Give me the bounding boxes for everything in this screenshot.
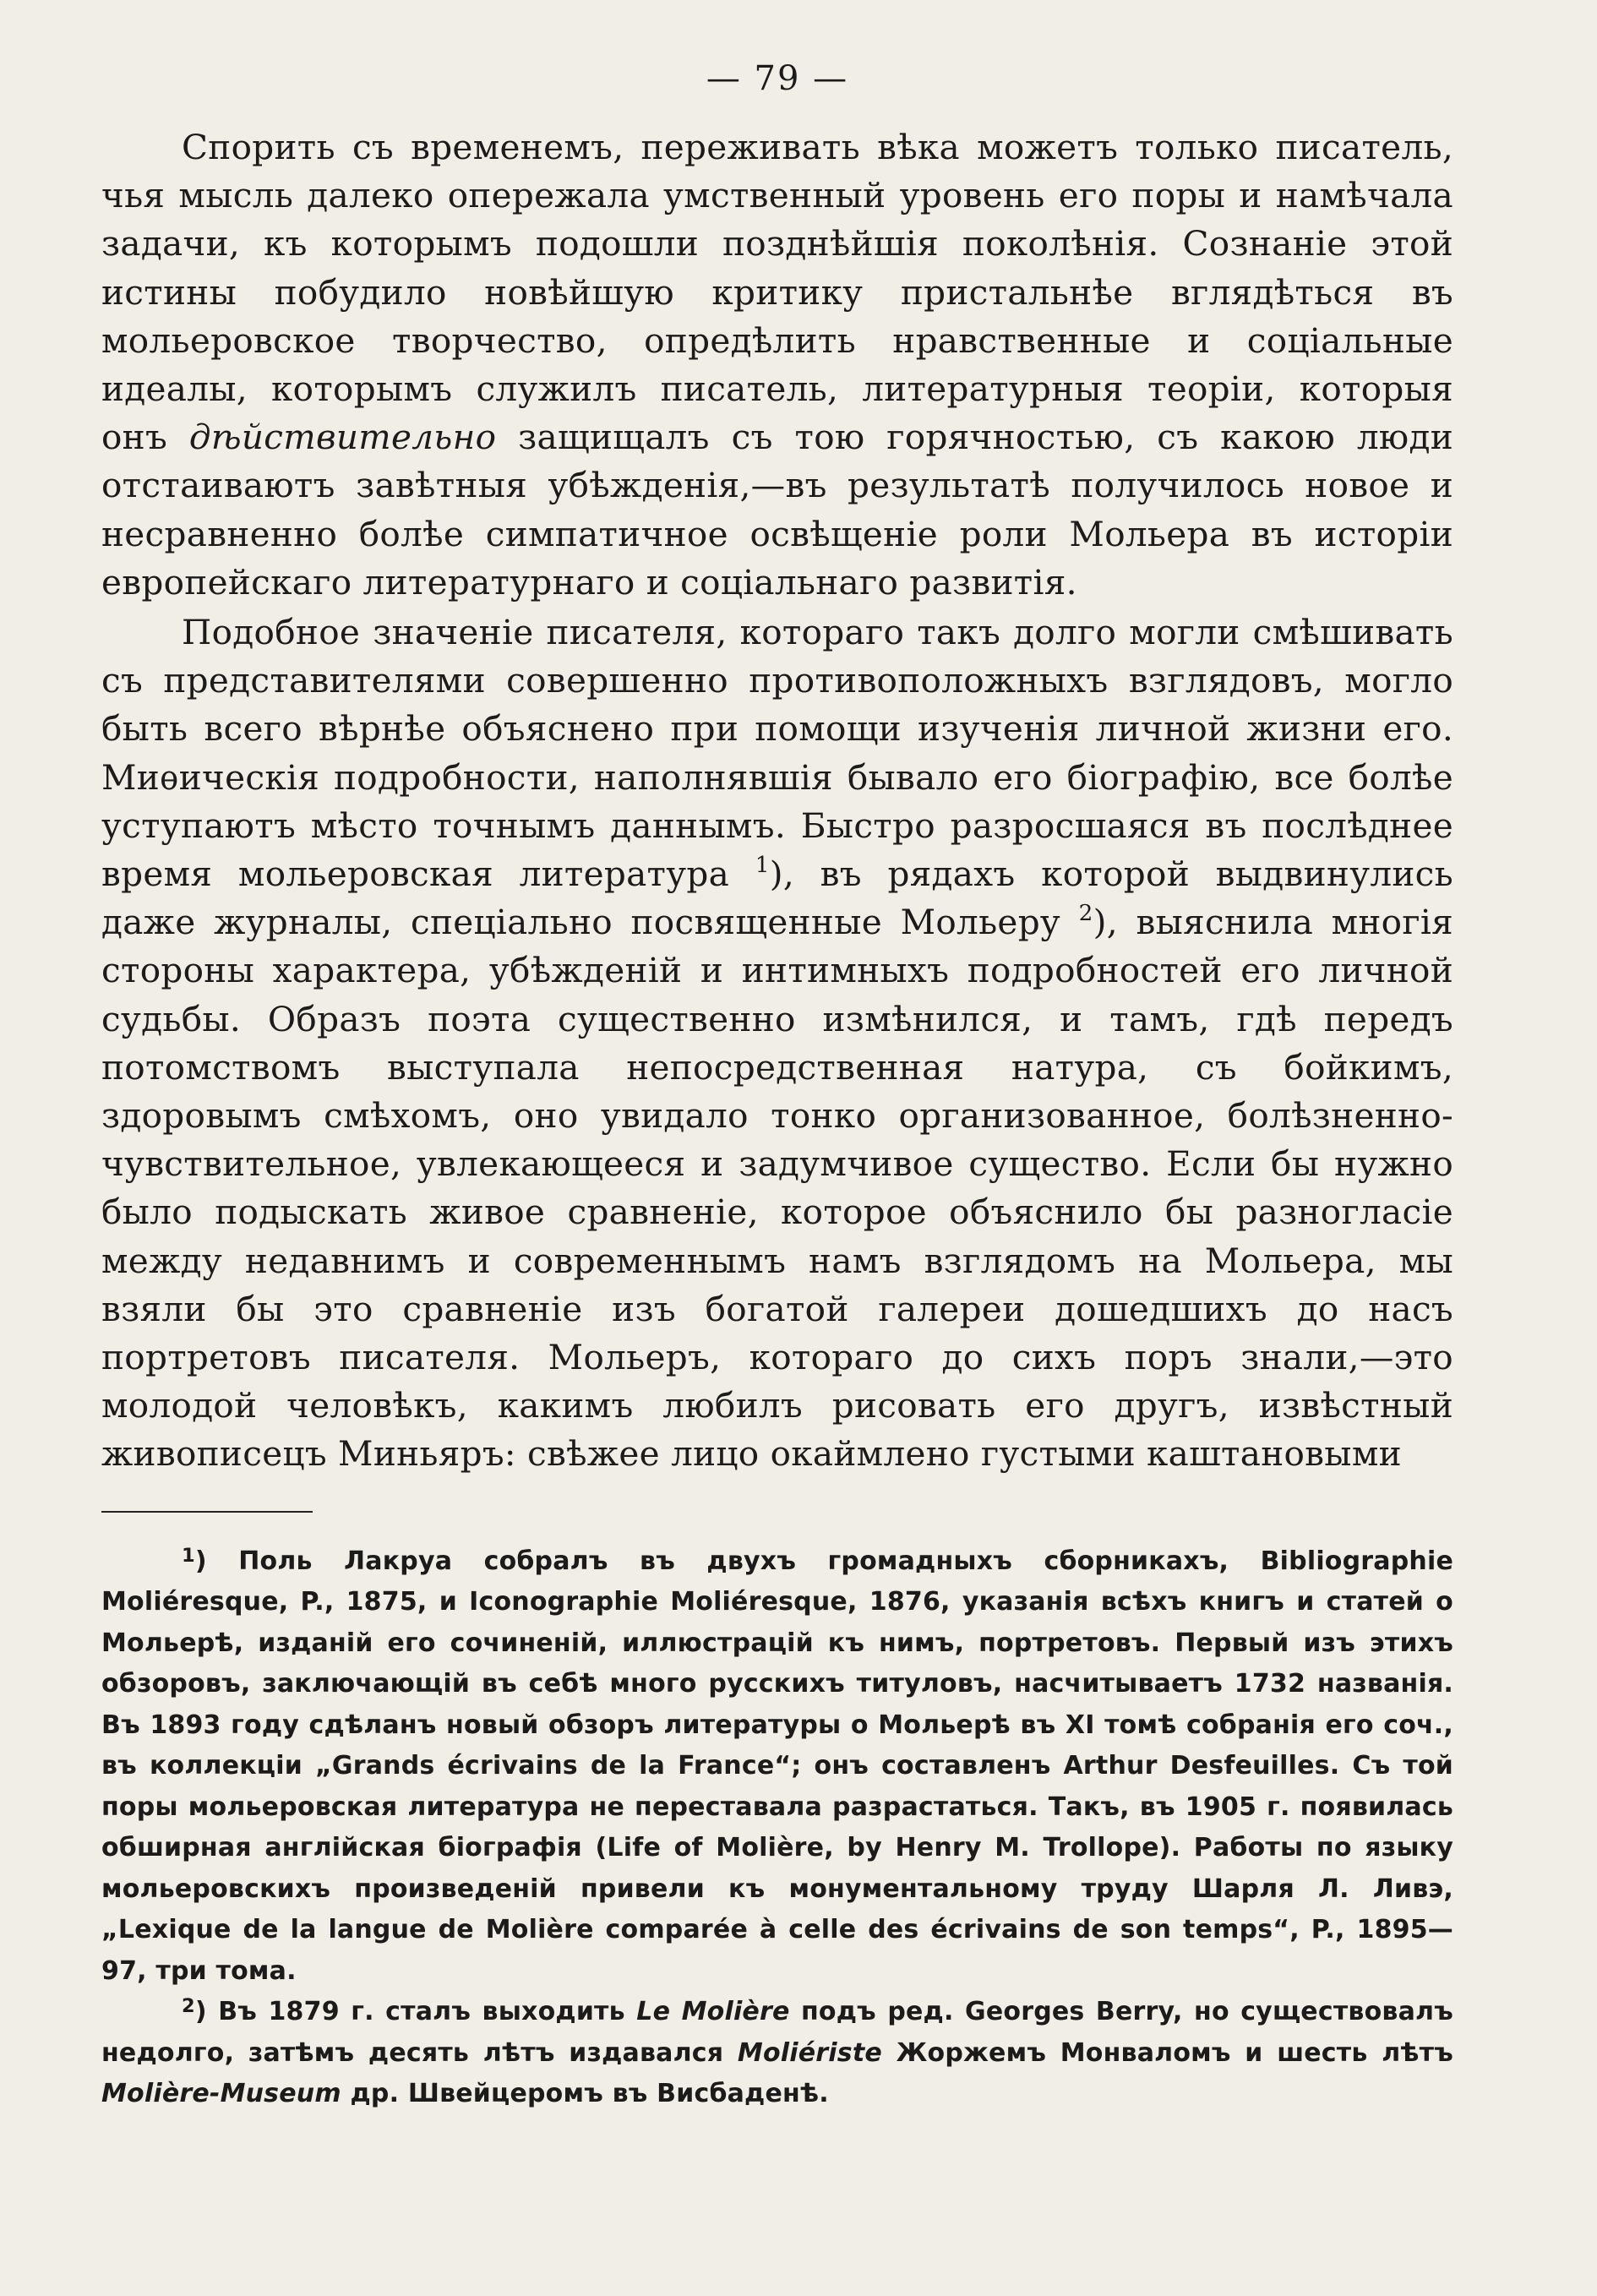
footnote-1-text: ) Поль Лакруа собралъ въ двухъ громадныхъ сборникахъ, Bibliographie Moliéresque, P., 1875, и Iconographie Moliéresque, 1876, указанія всѣхъ книгъ и статей о Мольерѣ, изданій его сочиненій, иллюстрацій къ нимъ, портретовъ. Первый изъ этихъ обзоровъ, заключающій въ себѣ много русскихъ титуловъ, насчитываетъ 1732 названія. Въ 1893 году сдѣланъ новый обзоръ литературы о Мольерѣ въ XI томѣ собранія его соч., въ коллекціи „Grands écrivains de la France“; онъ составленъ Arthur Desfeuilles. Съ той поры мольеровская литература не переставала разрастаться. Такъ, въ 1905 г. появилась обширная англійская біографія (Life of Molière, by Henry M. Trollope). Работы по языку мольеровскихъ произведеній привели къ монументальному труду Шарля Л. Ливэ, „Lexique de la langue de Molière comparée à celle des écrivains de son temps“, P., 1895—97, три тома. [101,1546,1453,1986]
journal-title-2: Moliériste [737,2037,882,2068]
paragraph-1-end: защищалъ съ тою горячностью, съ какою люди отстаиваютъ завѣтныя убѣжденія,—въ результатѣ получилось новое и несравненно болѣе симпатичное освѣщеніе роли Мольера въ исторіи европейскаго литературнаго и соціальнаго развитія. [101,417,1453,603]
paragraph-1 [101,123,1453,607]
footnotes [101,1541,1453,2115]
book-page [101,59,1453,2115]
journal-title-3: Molière-Museum [101,2079,341,2109]
footnote-ref-1[interactable]: 1 [755,853,770,879]
footnote-2-marker: 2 [182,1995,195,2018]
footnote-2-end: др. Швейцеромъ въ Висбаденѣ. [350,2079,829,2109]
footnote-ref-2[interactable]: 2 [1078,901,1093,927]
footnote-2-middle: подъ ред. Georges Berry, но существовалъ недолго, затѣмъ десять лѣтъ издавался [101,1997,1453,2068]
footnote-2 [101,1992,1453,2115]
journal-title-1: Le Molière [636,1997,790,2027]
main-text [101,123,1453,1479]
footnote-1-marker: 1 [182,1544,195,1567]
paragraph-2 [101,608,1453,1479]
footnote-2-middle-2: Жоржемъ Монваломъ и шесть лѣтъ [896,2037,1453,2068]
paragraph-1-start: Спорить съ временемъ, переживать вѣка можетъ только писатель, чья мысль далеко опережала умственный уровень его поры и намѣчала задачи, къ которымъ подошли позднѣйшія поколѣнія. Сознаніе этой истины побудило новѣйшую критику пристальнѣе вглядѣться въ мольеровское творчество, опредѣлить нравственные и соціальные идеалы, которымъ служилъ писатель, литературныя теоріи, которыя онъ [101,127,1453,458]
footnote-1 [101,1541,1453,1993]
paragraph-2-start: Подобное значеніе писателя, котораго такъ долго могли смѣшивать съ представителями совершенно противоположныхъ взглядовъ, могло быть всего вѣрнѣе объяснено при помощи изученія личной жизни его. Миѳическія подробности, наполнявшія бывало его біографію, все болѣе уступаютъ мѣсто точнымъ даннымъ. Быстро разросшаяся въ послѣднее время мольеровская литература [101,612,1453,895]
paragraph-2-end: ), выяснила многія стороны характера, убѣжденій и интимныхъ подробностей его личной судьбы. Образъ поэта существенно измѣнился, и тамъ, гдѣ передъ потомствомъ выступала непосредственная натура, съ бойкимъ, здоровымъ смѣхомъ, оно увидало тонко организованное, болѣзненно-чувствительное, увлекающееся и задумчивое существо. Если бы нужно было подыскать живое сравненіе, которое объяснило бы разногласіе между недавнимъ и современнымъ намъ взглядомъ на Мольера, мы взяли бы это сравненіе изъ богатой галереи дошедшихъ до насъ портретовъ писателя. Мольеръ, котораго до сихъ поръ знали,—это молодой человѣкъ, какимъ любилъ рисовать его другъ, извѣстный живописецъ Миньяръ: свѣжее лицо окаймлено густыми каштановыми [101,902,1453,1475]
footnote-2-start: ) Въ 1879 г. сталъ выходить [194,1997,625,2027]
emphasis-word: дѣйствительно [188,417,497,458]
paragraph-2-middle: ), въ рядахъ которой выдвинулись даже журналы, спеціально посвященные Мольеру [101,854,1453,943]
footnote-divider [101,1511,313,1513]
page-number: — 79 — [706,59,849,98]
